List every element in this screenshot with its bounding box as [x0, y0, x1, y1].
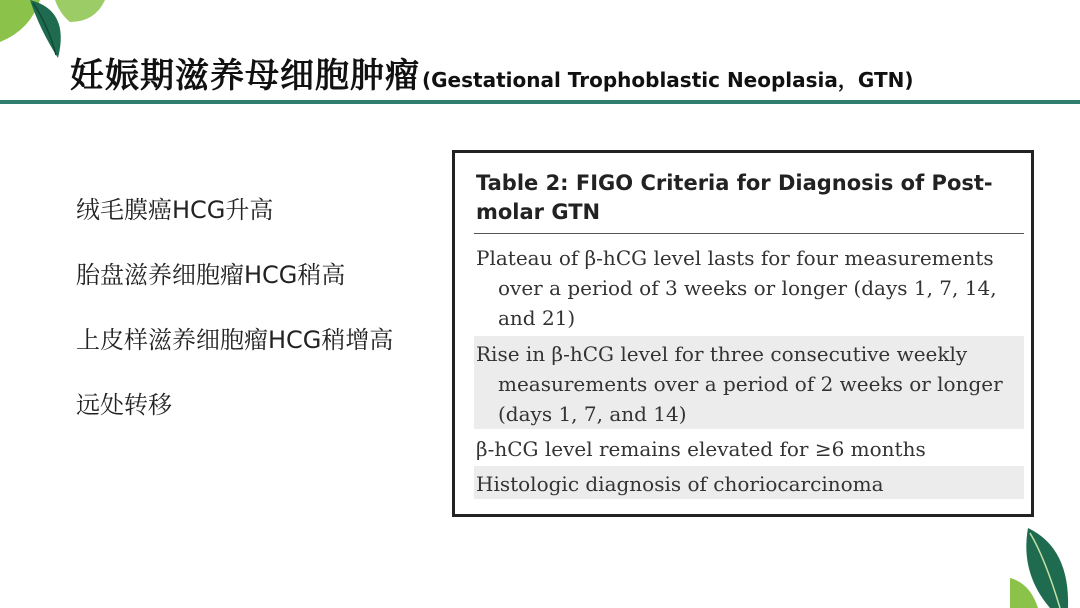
bullet-list [76, 192, 393, 452]
table-row: Rise in β-hCG level for three consecutive weekly measurements over a period of 2 weeks or longer (days 1, 7, and 14) [474, 336, 1024, 429]
list-item: 上皮样滋养细胞瘤HCG稍增高 [76, 326, 394, 354]
table-title: Table 2: FIGO Criteria for Diagnosis of Post-molar GTN [476, 171, 993, 224]
title-divider [0, 100, 1080, 104]
title-english: (Gestational Trophoblastic Neoplasia，GTN) [422, 68, 914, 92]
leaf-icon [1010, 528, 1080, 608]
criteria-table [452, 150, 1034, 517]
table-row: Histologic diagnosis of choriocarcinoma [474, 466, 1024, 499]
table-divider [474, 233, 1024, 234]
page-title [70, 48, 914, 98]
list-item: 绒毛膜癌HCG升高 [76, 196, 274, 224]
list-item: 远处转移 [76, 391, 172, 419]
list-item: 胎盘滋养细胞瘤HCG稍高 [76, 261, 346, 289]
table-row: Plateau of β-hCG level lasts for four measurements over a period of 3 weeks or longer (days 1, 7, 14, and 21) [476, 246, 997, 330]
title-chinese: 妊娠期滋养母细胞肿瘤 [70, 56, 420, 96]
table-row: β-hCG level remains elevated for ≥6 months [476, 437, 926, 461]
